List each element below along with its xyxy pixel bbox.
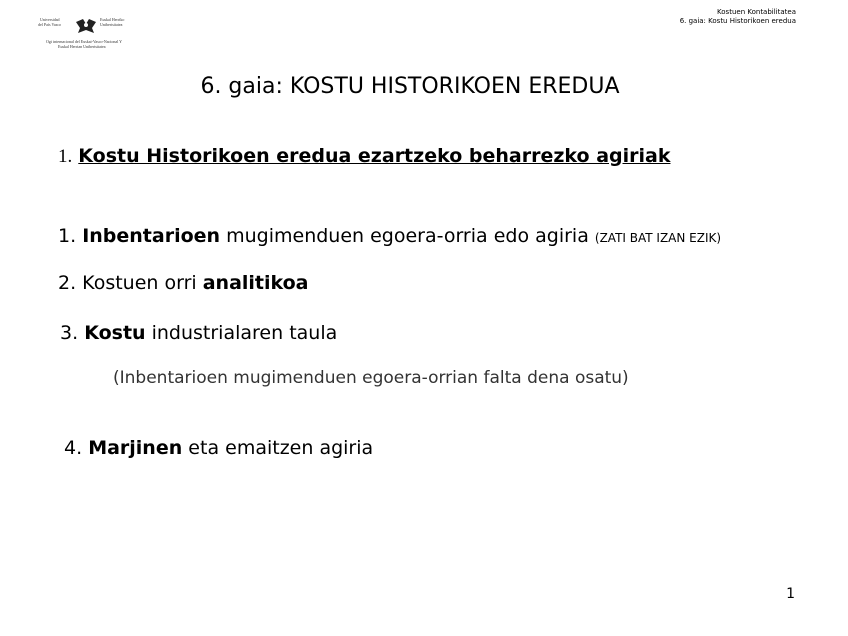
university-logo <box>36 10 136 52</box>
slide-title: 6. gaia: KOSTU HISTORIKOEN EREDUA <box>200 74 620 99</box>
header-chapter-name: 6. gaia: Kostu Historikoen eredua <box>679 17 796 25</box>
item-text: industrialaren taula <box>145 322 338 344</box>
item-text: eta emaitzen agiria <box>182 437 374 459</box>
section-heading <box>58 145 670 168</box>
running-header <box>680 8 796 26</box>
logo-text-right-top: Euskal Herriko <box>100 17 125 22</box>
logo-text-left-top: Universidad <box>40 17 60 22</box>
logo-caption-1: Ogi internacional del Euskai-Vasco-Nacional Y <box>46 39 123 44</box>
university-emblem-icon <box>74 16 98 36</box>
item-bold-text: Kostu <box>84 322 146 344</box>
list-item-4 <box>64 437 373 459</box>
page-number: 1 <box>786 586 795 602</box>
list-item-2 <box>58 272 309 294</box>
item-number: 1. <box>58 225 77 247</box>
item-text: mugimenduen egoera-orria edo agiria <box>220 225 595 247</box>
list-item-3 <box>60 322 337 344</box>
logo-text-left-bottom: del País Vasco <box>38 22 62 27</box>
section-heading-text: Kostu Historikoen eredua ezartzeko beharrezko agiriak <box>78 145 671 167</box>
logo-caption-2: Euskal Herrian Unibertsitatea <box>58 44 106 49</box>
item-number: 2. <box>58 272 77 294</box>
item-text: Kostuen orri <box>76 272 203 294</box>
item-bold-text: Marjinen <box>88 437 183 459</box>
item-small-note: (ZATI BAT IZAN EZIK) <box>594 231 722 245</box>
logo-text-right-bottom: Unibertsitatea <box>100 22 123 27</box>
item-bold-text: analitikoa <box>202 272 309 294</box>
header-course-name: Kostuen Kontabilitatea <box>717 8 796 16</box>
list-item-1 <box>58 225 721 247</box>
item-number: 3. <box>60 322 79 344</box>
section-number: 1. <box>58 146 73 167</box>
item-number: 4. <box>64 437 83 459</box>
item-3-note: (Inbentarioen mugimenduen egoera-orrian falta dena osatu) <box>113 368 629 388</box>
item-bold-text: Inbentarioen <box>82 225 221 247</box>
